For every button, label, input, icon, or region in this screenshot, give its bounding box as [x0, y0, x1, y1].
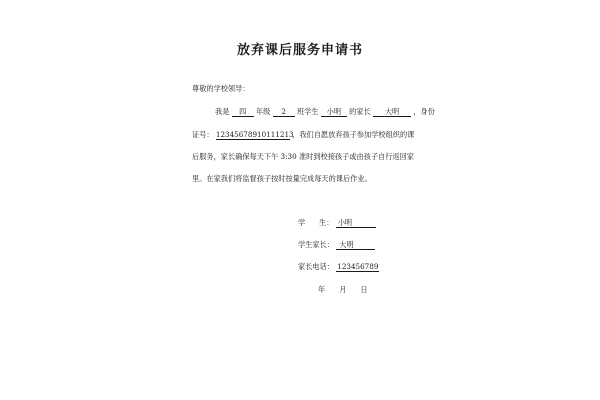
- text-class-student: 班学生: [296, 107, 319, 116]
- document-title: 放弃课后服务申请书: [236, 43, 363, 58]
- parent-label: 学生家长：: [298, 240, 334, 249]
- parent-name-field: 大明: [373, 107, 411, 117]
- id-number-field: 12345678910111213: [215, 130, 294, 139]
- date-day: 日: [360, 285, 368, 294]
- class-field: 2: [273, 107, 295, 117]
- parent-signature-row: [298, 240, 375, 250]
- student-name-field: 小明: [321, 107, 347, 117]
- body-line-2: [192, 130, 414, 140]
- date-year: 年: [318, 285, 326, 294]
- body-line-4: 里。在家我们将监督孩子按时按量完成每天的课后作业。: [192, 174, 372, 183]
- student-signature-field: 小明: [336, 218, 376, 228]
- salutation: 尊敬的学校领导：: [192, 84, 250, 93]
- phone-row: [298, 262, 379, 272]
- phone-label: 家长电话：: [298, 262, 334, 271]
- body-line-1: [215, 107, 435, 117]
- date-row: [318, 285, 368, 295]
- phone-field: 123456789: [337, 262, 379, 271]
- grade-field: 四: [232, 107, 254, 117]
- body-line-3: 后服务，家长确保每天下午 3:30 准时到校接孩子或由孩子自行返回家: [192, 152, 414, 161]
- text-line2-rest: ，我们自愿放弃孩子参加学校组织的课: [292, 130, 415, 139]
- text-grade: 年级: [255, 107, 271, 116]
- date-month: 月: [339, 285, 347, 294]
- student-label: [298, 218, 333, 227]
- text-id-label: 证号：: [192, 130, 214, 139]
- student-label-b: 生：: [319, 218, 334, 227]
- student-label-a: 学: [298, 218, 306, 227]
- text-i-am: 我是: [215, 107, 230, 116]
- student-signature-row: [298, 218, 376, 228]
- text-parent-of: 的家长: [349, 107, 371, 116]
- text-id-prefix: ，身份: [413, 107, 435, 116]
- parent-signature-field: 大明: [336, 240, 375, 250]
